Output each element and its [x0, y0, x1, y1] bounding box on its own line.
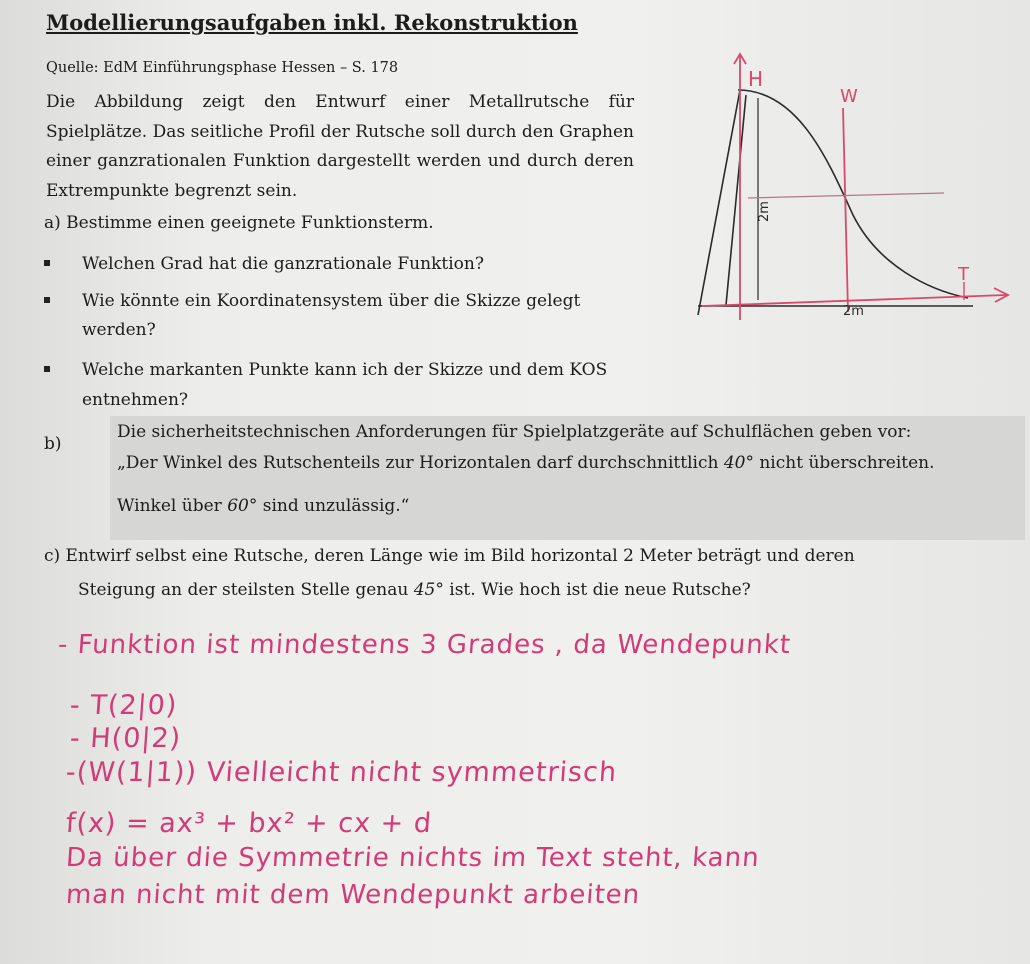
label-h: H [748, 67, 764, 91]
handwritten-line: - H(0|2) [68, 723, 183, 754]
question-a: a) Bestimme einen geeignete Funktionsterm. [44, 213, 434, 233]
inflection-vertical [843, 108, 848, 312]
text-span: sind unzulässig.“ [257, 496, 410, 516]
handwritten-line: -(W(1|1)) Vielleicht nicht symmetrisch [64, 757, 619, 788]
part-b-line-1: Die sicherheitstechnischen Anforderungen für Spielplatzgeräte auf Schulflächen geben vor: [117, 422, 912, 442]
label-w: W [840, 86, 858, 107]
bullet-continuation: entnehmen? [82, 390, 189, 410]
text-span: ist. Wie hoch ist die neue Rutsche? [443, 580, 751, 600]
part-b-line-2 [117, 453, 935, 473]
part-c-line-1: c) Entwirf selbst eine Rutsche, deren Länge wie im Bild horizontal 2 Meter beträgt und deren [44, 546, 855, 566]
bullet-icon [44, 366, 50, 372]
handwritten-line: Da über die Symmetrie nichts im Text steht, kann [64, 843, 761, 873]
bullet-continuation: werden? [82, 320, 156, 340]
angle-value: 40° [723, 453, 754, 473]
handwritten-formula: f(x) = ax³ + bx² + cx + d [64, 808, 434, 839]
text-span: „Der Winkel des Rutschenteils zur Horizontalen darf durchschnittlich [117, 453, 724, 473]
height-label: 2m [757, 201, 772, 222]
text-span: nicht überschreiten. [753, 453, 935, 473]
bullet-text: Wie könnte ein Koordinatensystem über die Skizze gelegt [82, 291, 581, 311]
bullet-item [44, 354, 644, 386]
intro-paragraph: Die Abbildung zeigt den Entwurf einer Metallrutsche für Spielplätze. Das seitliche Profil der Rutsche soll durch den Graphen einer ganzrationalen Funktion dargestellt werden und durch deren Extrempunkte begrenzt sein. [46, 92, 634, 201]
handwritten-line: man nicht mit dem Wendepunkt arbeiten [64, 880, 642, 910]
bullet-text: Welche markanten Punkte kann ich der Skizze und dem KOS [82, 360, 608, 380]
ladder-line [698, 90, 740, 315]
angle-value: 60° [227, 496, 258, 516]
part-b-label: b) [44, 434, 62, 454]
text-span: Winkel über [117, 496, 228, 516]
bullet-text: Welchen Grad hat die ganzrationale Funktion? [82, 254, 484, 274]
page-title: Modellierungsaufgaben inkl. Rekonstruktion [46, 10, 578, 35]
slide-curve [738, 90, 968, 298]
slide-sketch [688, 50, 1018, 320]
handwritten-line: - Funktion ist mindestens 3 Grades , da Wendepunkt [56, 630, 793, 660]
width-label: 2m [843, 304, 864, 319]
part-b-line-3 [117, 496, 409, 516]
label-t: T [958, 264, 969, 285]
angle-value: 45° [413, 580, 444, 600]
bullet-icon [44, 297, 50, 303]
ladder-line [726, 95, 746, 305]
part-c-line-2 [78, 580, 751, 600]
handwritten-line: - T(2|0) [68, 690, 179, 721]
text-span: Steigung an der steilsten Stelle genau [78, 580, 414, 600]
bullet-item [44, 285, 644, 317]
bullet-icon [44, 260, 50, 266]
bullet-item [44, 248, 644, 280]
source-line: Quelle: EdM Einführungsphase Hessen – S. 178 [46, 60, 399, 76]
